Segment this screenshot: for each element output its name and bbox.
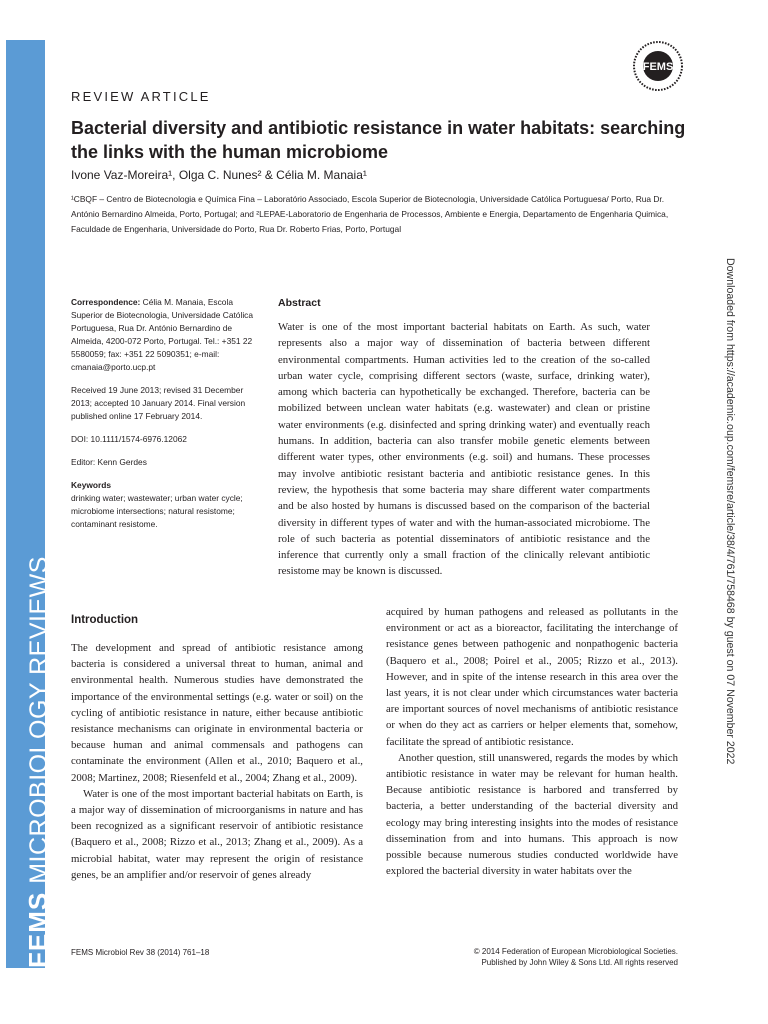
introduction-heading: Introduction bbox=[71, 614, 139, 626]
logo-text: FEMS bbox=[642, 61, 674, 73]
body-column-left bbox=[71, 640, 363, 883]
copyright-line-2: Published by John Wiley & Sons Ltd. All rights reserved bbox=[481, 958, 678, 967]
intro-paragraph-3: acquired by human pathogens and released as pollutants in the environment or act as a bioreactor, facilitating the interchange of resistance genes between pathogenic and nonpathogenic bacteria (Baquero et al., 2008; Poirel et al., 2005; Rizzo et al., 2013). However, and in spite of the intense research in this area over the last years, it is not clear under which circumstances water bacteria are important sources of novel mechanisms of antibiotic resistance or when do they act as carriers or helper elements that, somehow, facilitate the spread of antibiotic resistance. bbox=[386, 606, 678, 748]
intro-paragraph-1: The development and spread of antibiotic resistance among bacteria is considered a universal threat to human, animal and environmental health. Numerous studies have demonstrated the importance of the environmental settings (e.g. water or soil) on the cycling of antibiotic resistance in nature, either because antibiotic resistance mechanisms can originate in environmental bacteria or because human and animal commensals and pathogens can contaminate the environment (Allen et al., 2010; Baquero et al., 2008; Martinez, 2008; Riesenfeld et al., 2004; Zhang et al., 2009). bbox=[71, 642, 363, 784]
editor: Editor: Kenn Gerdes bbox=[71, 457, 147, 467]
journal-title-label: MICROBIOLOGY REVIEWS bbox=[25, 556, 53, 884]
article-history: Received 19 June 2013; revised 31 December 2013; accepted 10 January 2014. Final version published online 17 February 2014. bbox=[71, 385, 246, 421]
intro-paragraph-4: Another question, still unanswered, regards the modes by which antibiotic resistance in water may be relevant for human health. Because antibiotic resistance is harbored and transferred by bacteria, a better understanding of the bacterial diversity and ecology may bring interesting insights into the modes of resistance dissemination from and into humans. This approach is now possible because numerous studies conducted worldwide have explored the bacterial diversity in water habitats over the bbox=[386, 751, 678, 878]
article-type: REVIEW ARTICLE bbox=[71, 89, 211, 104]
affiliation: ¹CBQF – Centro de Biotecnologia e Química Fina – Laboratório Associado, Escola Superior de Biotecnologia, Universidade Católica Portuguesa/ Porto, Rua Dr. António Bernardino Almeida, Porto, Portugal; and ²LEPAE-Laboratorio de Engenharia de Processos, Ambiente e Energia, Departamento de Engenharia Quimica, Faculdade de Engenharia, Universidade do Porto, Rua Dr. Roberto Frias, Porto, Portugal bbox=[71, 194, 669, 234]
journal-fems-label: FEMS bbox=[23, 891, 53, 968]
correspondence-label: Correspondence: bbox=[71, 297, 141, 307]
abstract-text: Water is one of the most important bacterial habitats on Earth. As such, water represents also a major way of dissemination of bacteria between different environmental compartments. Human activities led to the creation of the so-called urban water cycle, comprising different sectors (waste, surface, drinking water), among which bacteria can hypothetically be exchanged. Therefore, bacteria can be mobilized between unclean water habitats (e.g. wastewater) and clean or pristine water environments (e.g. disinfected and spring drinking water) and eventually reach humans. In addition, bacteria can also transfer mobile genetic elements between different water types, other environments (e.g. soil) and humans. These processes may involve antibiotic resistant bacteria and antibiotic resistance genes. In this review, the hypothesis that some bacteria may share different water compartments and be also hosted by humans is discussed based on the comparison of the bacterial diversity in different types of water and with the human-associated microbiome. The role of such bacteria as potential disseminators of antibiotic resistance and the inference that currently only a small fraction of the clinically relevant antibiotic resistome may be known is discussed. bbox=[278, 321, 650, 578]
keywords-text: drinking water; wastewater; urban water cycle; microbiome intersections; natural resistome; contaminant resistome. bbox=[71, 493, 243, 529]
body-column-right bbox=[386, 604, 678, 879]
article-title: Bacterial diversity and antibiotic resistance in water habitats: searching the links with the human microbiome bbox=[71, 118, 686, 162]
download-stamp: Downloaded from https://academic.oup.com/femsre/article/38/4/761/758468 by guest on 07 November 2022 bbox=[724, 258, 736, 765]
abstract-heading: Abstract bbox=[278, 297, 321, 309]
journal-name-vertical bbox=[25, 556, 52, 968]
doi[interactable]: DOI: 10.1111/1574-6976.12062 bbox=[71, 434, 187, 444]
footer-copyright bbox=[474, 946, 678, 968]
copyright-line-1: © 2014 Federation of European Microbiological Societies. bbox=[473, 947, 678, 956]
fems-logo-icon bbox=[632, 40, 684, 92]
author-list: Ivone Vaz-Moreira¹, Olga C. Nunes² & Célia M. Manaia¹ bbox=[71, 168, 367, 182]
intro-paragraph-2: Water is one of the most important bacterial habitats on Earth, is a major way of dissemination of microorganisms in nature and has been recognized as a significant reservoir of antibiotic resistance (Baquero et al., 2008; Rizzo et al., 2013; Zhang et al., 2009). As a microbial habitat, water may represent the origin of resistance genes, be an amplifier and/or reservoir of genes already bbox=[71, 787, 363, 881]
keywords-heading: Keywords bbox=[71, 480, 112, 490]
article-info-column bbox=[71, 296, 261, 531]
correspondence bbox=[71, 296, 261, 374]
correspondence-text: Célia M. Manaia, Escola Superior de Biotecnologia, Universidade Católica Portuguesa, Rua Dr. António Bernardino de Almeida, 4200-072 Porto, Portugal. Tel.: +351 22 5580059; fax: +351 22 5090351; e-mail: cmanaia@porto.ucp.pt bbox=[71, 297, 254, 372]
footer-citation: FEMS Microbiol Rev 38 (2014) 761–18 bbox=[71, 948, 210, 957]
